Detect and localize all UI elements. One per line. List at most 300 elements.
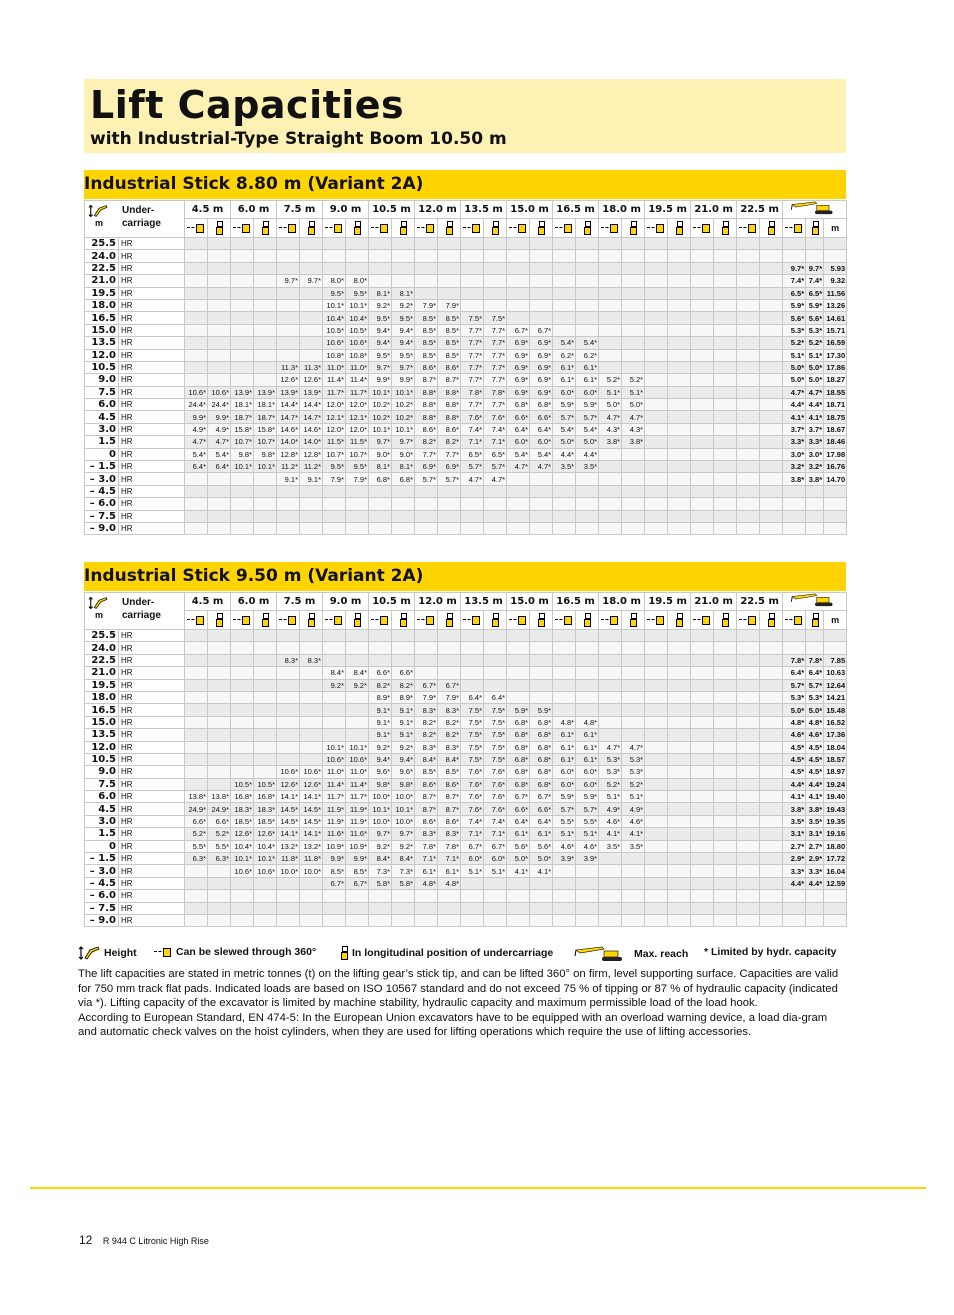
capacity-cell: [599, 238, 622, 250]
legend-slew: Can be slewed through 360°: [154, 946, 316, 958]
slew-icon-cell: [369, 611, 392, 630]
capacity-cell: [438, 250, 461, 262]
capacity-cell: [714, 679, 737, 691]
capacity-cell: [760, 238, 783, 250]
capacity-cell: [484, 679, 507, 691]
capacity-cell: [530, 654, 553, 666]
max-reach-capacity: [806, 630, 824, 642]
capacity-cell: [691, 679, 714, 691]
capacity-cell: 9.1*: [392, 704, 415, 716]
capacity-cell: [231, 262, 254, 274]
capacity-cell: [484, 890, 507, 902]
capacity-cell: [691, 361, 714, 373]
capacity-cell: [300, 349, 323, 361]
capacity-cell: [691, 312, 714, 324]
capacity-cell: 5.2*: [599, 778, 622, 790]
capacity-cell: [553, 691, 576, 703]
capacity-cell: [277, 890, 300, 902]
capacity-cell: [346, 630, 369, 642]
model-name: R 944 C Litronic High Rise: [102, 1236, 209, 1246]
capacity-cell: [231, 902, 254, 914]
height-unit-label: m: [95, 610, 104, 620]
capacity-cell: [714, 791, 737, 803]
table-row: [85, 411, 847, 423]
capacity-cell: [346, 902, 369, 914]
capacity-cell: [668, 238, 691, 250]
capacity-cell: 9.7*: [369, 361, 392, 373]
capacity-cell: [668, 473, 691, 485]
capacity-cell: [300, 337, 323, 349]
slew-icon-cell: [185, 611, 208, 630]
capacity-cell: [576, 287, 599, 299]
capacity-cell: [277, 337, 300, 349]
capacity-cell: 4.7*: [622, 741, 645, 753]
capacity-cell: 10.1*: [369, 803, 392, 815]
capacity-cell: 12.6*: [277, 778, 300, 790]
capacity-cell: [714, 423, 737, 435]
capacity-cell: [300, 679, 323, 691]
height-cell: 18.0: [85, 691, 119, 703]
capacity-cell: [645, 250, 668, 262]
capacity-cell: [185, 250, 208, 262]
capacity-cell: 8.6*: [438, 361, 461, 373]
undercarriage-cell: HR: [119, 461, 185, 473]
max-reach-capacity: 3.8*: [806, 473, 824, 485]
max-reach-capacity: 4.1*: [783, 791, 806, 803]
table-row: [85, 840, 847, 852]
capacity-cell: 8.0*: [323, 275, 346, 287]
capacity-cell: [737, 704, 760, 716]
carriage-label: carriage: [122, 610, 161, 621]
capacity-cell: 8.2*: [438, 716, 461, 728]
capacity-cell: [714, 890, 737, 902]
capacity-cell: [599, 337, 622, 349]
capacity-cell: [576, 299, 599, 311]
capacity-cell: [231, 704, 254, 716]
capacity-cell: 9.2*: [369, 840, 392, 852]
radius-header: 6.0 m: [231, 201, 277, 219]
capacity-cell: [737, 337, 760, 349]
capacity-cell: [737, 349, 760, 361]
capacity-cell: 12.6*: [300, 778, 323, 790]
capacity-cell: 7.9*: [438, 299, 461, 311]
table-row: [85, 522, 847, 534]
max-reach-capacity: 7.4*: [806, 275, 824, 287]
radius-header: 19.5 m: [645, 593, 691, 611]
height-cell: 4.5: [85, 803, 119, 815]
capacity-cell: 5.9*: [576, 791, 599, 803]
capacity-cell: [576, 679, 599, 691]
section-heading: [84, 562, 846, 591]
capacity-cell: 7.5*: [461, 716, 484, 728]
capacity-cell: [714, 877, 737, 889]
table-row: [85, 436, 847, 448]
radius-header: 13.5 m: [461, 593, 507, 611]
capacity-cell: [208, 473, 231, 485]
capacity-cell: [645, 679, 668, 691]
capacity-cell: [185, 778, 208, 790]
capacity-cell: [576, 902, 599, 914]
capacity-cell: [599, 865, 622, 877]
capacity-cell: 12.6*: [300, 374, 323, 386]
max-reach-capacity: 4.5*: [806, 753, 824, 765]
capacity-cell: 7.8*: [484, 386, 507, 398]
capacity-cell: 18.7*: [254, 411, 277, 423]
table-row: [85, 877, 847, 889]
capacity-cell: 10.1*: [231, 853, 254, 865]
max-reach-value: [824, 890, 847, 902]
capacity-cell: 9.7*: [392, 361, 415, 373]
undercarriage-cell: HR: [119, 778, 185, 790]
capacity-cell: [507, 238, 530, 250]
radius-header: 9.0 m: [323, 201, 369, 219]
max-reach-capacity: 5.0*: [806, 361, 824, 373]
max-reach-capacity: 3.2*: [783, 461, 806, 473]
max-reach-capacity: 5.9*: [783, 299, 806, 311]
capacity-cell: [760, 679, 783, 691]
capacity-cell: 7.6*: [484, 766, 507, 778]
max-reach-value: 19.35: [824, 815, 847, 827]
capacity-cell: [530, 510, 553, 522]
legend-max-reach: Max. reach: [574, 946, 688, 962]
capacity-cell: 7.5*: [484, 716, 507, 728]
capacity-cell: 7.3*: [369, 865, 392, 877]
capacity-cell: 9.5*: [323, 461, 346, 473]
capacity-cell: [622, 914, 645, 926]
capacity-cell: [760, 729, 783, 741]
capacity-cell: [369, 262, 392, 274]
capacity-cell: [691, 630, 714, 642]
capacity-cell: [185, 642, 208, 654]
radius-header: 21.0 m: [691, 201, 737, 219]
capacity-cell: 11.2*: [277, 461, 300, 473]
capacity-cell: [208, 667, 231, 679]
capacity-cell: [231, 287, 254, 299]
undercarriage-cell: HR: [119, 473, 185, 485]
capacity-cell: 11.7*: [323, 386, 346, 398]
capacity-cell: [369, 902, 392, 914]
max-reach-value: 18.04: [824, 741, 847, 753]
capacity-cell: 11.2*: [300, 461, 323, 473]
max-reach-capacity: 7.4*: [783, 275, 806, 287]
capacity-cell: [714, 753, 737, 765]
capacity-cell: [576, 312, 599, 324]
capacity-cell: [231, 667, 254, 679]
capacity-cell: [714, 312, 737, 324]
capacity-cell: 14.1*: [300, 828, 323, 840]
capacity-cell: 5.8*: [392, 877, 415, 889]
undercarriage-cell: HR: [119, 361, 185, 373]
capacity-cell: 4.4*: [576, 448, 599, 460]
capacity-cell: 11.4*: [323, 374, 346, 386]
capacity-cell: [208, 374, 231, 386]
capacity-cell: 7.7*: [484, 324, 507, 336]
capacity-cell: [760, 853, 783, 865]
capacity-cell: 6.8*: [530, 778, 553, 790]
table-section-stick-880: [84, 170, 846, 535]
radius-header: 16.5 m: [553, 201, 599, 219]
capacity-cell: 10.4*: [346, 312, 369, 324]
capacity-cell: [760, 741, 783, 753]
capacity-cell: [714, 704, 737, 716]
capacity-cell: 6.9*: [530, 361, 553, 373]
capacity-cell: [277, 914, 300, 926]
capacity-cell: 14.0*: [277, 436, 300, 448]
capacity-cell: [599, 890, 622, 902]
capacity-cell: 11.9*: [346, 803, 369, 815]
capacity-cell: 6.0*: [530, 436, 553, 448]
capacity-cell: [369, 250, 392, 262]
capacity-cell: [645, 890, 668, 902]
table-row: [85, 853, 847, 865]
capacity-cell: [530, 914, 553, 926]
capacity-cell: 6.4*: [484, 691, 507, 703]
capacity-cell: [415, 498, 438, 510]
capacity-cell: 7.8*: [438, 840, 461, 852]
slew-icon-cell: [737, 219, 760, 238]
capacity-cell: 6.8*: [507, 753, 530, 765]
capacity-cell: 6.6*: [530, 803, 553, 815]
capacity-cell: [484, 522, 507, 534]
capacity-cell: [507, 510, 530, 522]
capacity-cell: [645, 238, 668, 250]
max-reach-capacity: 3.3*: [806, 865, 824, 877]
capacity-cell: 5.7*: [576, 803, 599, 815]
capacity-cell: [553, 275, 576, 287]
capacity-cell: [392, 510, 415, 522]
undercarriage-cell: HR: [119, 386, 185, 398]
capacity-cell: 9.7*: [369, 828, 392, 840]
capacity-cell: [254, 485, 277, 497]
capacity-cell: [714, 448, 737, 460]
capacity-cell: [714, 498, 737, 510]
capacity-cell: [300, 299, 323, 311]
capacity-cell: [737, 473, 760, 485]
capacity-cell: 5.9*: [553, 791, 576, 803]
capacity-cell: [691, 815, 714, 827]
page-title: Lift Capacities: [90, 83, 405, 127]
slew-icon: [509, 615, 527, 625]
capacity-cell: 7.7*: [484, 361, 507, 373]
height-icon: [88, 204, 108, 218]
capacity-cell: [622, 299, 645, 311]
capacity-cell: [576, 654, 599, 666]
capacity-cell: [300, 729, 323, 741]
capacity-cell: [185, 262, 208, 274]
capacity-cell: [323, 642, 346, 654]
capacity-cell: 6.1*: [576, 374, 599, 386]
capacity-cell: 7.1*: [461, 828, 484, 840]
undercarriage-cell: HR: [119, 716, 185, 728]
capacity-cell: [691, 766, 714, 778]
capacity-cell: [645, 262, 668, 274]
capacity-cell: [737, 448, 760, 460]
capacity-cell: 4.7*: [507, 461, 530, 473]
capacity-cell: 9.9*: [346, 853, 369, 865]
table-row: [85, 461, 847, 473]
undercarriage-cell: HR: [119, 262, 185, 274]
capacity-cell: [254, 324, 277, 336]
capacity-cell: [392, 522, 415, 534]
longitudinal-icon: [445, 221, 453, 234]
capacity-cell: [668, 485, 691, 497]
max-reach-value: 17.36: [824, 729, 847, 741]
max-reach-capacity: 6.5*: [783, 287, 806, 299]
capacity-cell: [760, 791, 783, 803]
capacity-cell: 9.5*: [369, 312, 392, 324]
capacity-cell: [369, 522, 392, 534]
capacity-cell: 6.0*: [553, 386, 576, 398]
capacity-cell: 6.4*: [208, 461, 231, 473]
capacity-cell: [691, 436, 714, 448]
capacity-cell: [461, 667, 484, 679]
height-cell: 12.0: [85, 741, 119, 753]
max-reach-value: 18.67: [824, 423, 847, 435]
capacity-cell: [714, 828, 737, 840]
lift-capacity-table: [84, 592, 847, 927]
capacity-cell: 9.1*: [277, 473, 300, 485]
capacity-cell: [254, 522, 277, 534]
capacity-cell: 6.8*: [530, 741, 553, 753]
capacity-cell: [208, 324, 231, 336]
capacity-cell: 6.1*: [530, 828, 553, 840]
capacity-cell: [645, 716, 668, 728]
capacity-cell: 7.7*: [461, 374, 484, 386]
capacity-cell: [277, 262, 300, 274]
longitudinal-icon-cell: [484, 611, 507, 630]
capacity-cell: 10.1*: [254, 853, 277, 865]
capacity-cell: [737, 485, 760, 497]
table-row: [85, 902, 847, 914]
capacity-cell: [714, 386, 737, 398]
capacity-cell: 8.2*: [415, 436, 438, 448]
undercarriage-cell: HR: [119, 691, 185, 703]
capacity-cell: 9.4*: [369, 753, 392, 765]
capacity-cell: 9.0*: [369, 448, 392, 460]
capacity-cell: 12.8*: [277, 448, 300, 460]
capacity-cell: 8.7*: [438, 803, 461, 815]
capacity-cell: [668, 361, 691, 373]
max-reach-value: 18.80: [824, 840, 847, 852]
max-reach-capacity: 2.7*: [783, 840, 806, 852]
capacity-cell: [507, 522, 530, 534]
capacity-cell: [346, 238, 369, 250]
height-cell: 16.5: [85, 704, 119, 716]
capacity-cell: [645, 510, 668, 522]
capacity-cell: 7.7*: [461, 349, 484, 361]
longitudinal-icon: [583, 221, 591, 234]
height-cell: 6.0: [85, 399, 119, 411]
capacity-cell: 5.7*: [461, 461, 484, 473]
capacity-cell: [392, 485, 415, 497]
capacity-cell: [507, 630, 530, 642]
capacity-cell: [668, 741, 691, 753]
capacity-cell: [622, 902, 645, 914]
capacity-cell: 8.5*: [415, 766, 438, 778]
capacity-cell: [737, 411, 760, 423]
capacity-cell: [300, 238, 323, 250]
height-cell: 21.0: [85, 275, 119, 287]
undercarriage-header: [119, 204, 161, 230]
capacity-cell: [208, 630, 231, 642]
capacity-cell: [254, 667, 277, 679]
max-reach-capacity: 5.1*: [806, 349, 824, 361]
capacity-cell: [208, 642, 231, 654]
longitudinal-icon-cell: [300, 219, 323, 238]
capacity-cell: 6.2*: [553, 349, 576, 361]
capacity-cell: 9.5*: [392, 312, 415, 324]
radius-header: 7.5 m: [277, 593, 323, 611]
height-unit-label: m: [95, 218, 104, 228]
legend: [78, 944, 848, 962]
height-cell: 6.0: [85, 791, 119, 803]
slew-icon-cell: [507, 219, 530, 238]
capacity-cell: [185, 890, 208, 902]
capacity-cell: 9.8*: [392, 778, 415, 790]
capacity-cell: 10.7*: [323, 448, 346, 460]
height-cell: 3.0: [85, 423, 119, 435]
capacity-cell: [484, 275, 507, 287]
capacity-cell: 10.4*: [254, 840, 277, 852]
undercarriage-cell: HR: [119, 510, 185, 522]
capacity-cell: 7.5*: [461, 729, 484, 741]
capacity-cell: [714, 361, 737, 373]
capacity-cell: 5.5*: [553, 815, 576, 827]
max-reach-capacity: [783, 485, 806, 497]
capacity-cell: [645, 361, 668, 373]
capacity-cell: [208, 361, 231, 373]
capacity-cell: [668, 374, 691, 386]
capacity-cell: [185, 729, 208, 741]
capacity-cell: [346, 716, 369, 728]
capacity-cell: [346, 642, 369, 654]
max-reach-value: [824, 630, 847, 642]
capacity-cell: 8.9*: [369, 691, 392, 703]
capacity-cell: [737, 461, 760, 473]
capacity-cell: [185, 766, 208, 778]
capacity-cell: 10.0*: [369, 791, 392, 803]
capacity-cell: [645, 828, 668, 840]
max-reach-value: 17.86: [824, 361, 847, 373]
capacity-cell: 7.7*: [484, 399, 507, 411]
capacity-cell: [323, 654, 346, 666]
capacity-cell: 8.6*: [438, 778, 461, 790]
capacity-cell: [254, 679, 277, 691]
capacity-cell: [231, 630, 254, 642]
capacity-cell: 10.7*: [231, 436, 254, 448]
capacity-cell: [231, 498, 254, 510]
undercarriage-cell: HR: [119, 902, 185, 914]
longitudinal-icon-cell: [576, 611, 599, 630]
capacity-cell: 7.8*: [461, 386, 484, 398]
capacity-cell: 5.2*: [185, 828, 208, 840]
capacity-cell: [622, 238, 645, 250]
capacity-cell: 9.0*: [392, 448, 415, 460]
capacity-cell: [668, 815, 691, 827]
capacity-cell: 10.9*: [346, 840, 369, 852]
capacity-cell: [254, 510, 277, 522]
capacity-cell: [208, 498, 231, 510]
capacity-cell: [576, 630, 599, 642]
longitudinal-icon: [261, 613, 269, 626]
capacity-cell: [392, 630, 415, 642]
capacity-cell: [254, 473, 277, 485]
capacity-cell: [438, 642, 461, 654]
capacity-cell: [231, 679, 254, 691]
capacity-cell: 6.6*: [392, 667, 415, 679]
max-reach-capacity: 7.8*: [806, 654, 824, 666]
capacity-cell: [599, 250, 622, 262]
